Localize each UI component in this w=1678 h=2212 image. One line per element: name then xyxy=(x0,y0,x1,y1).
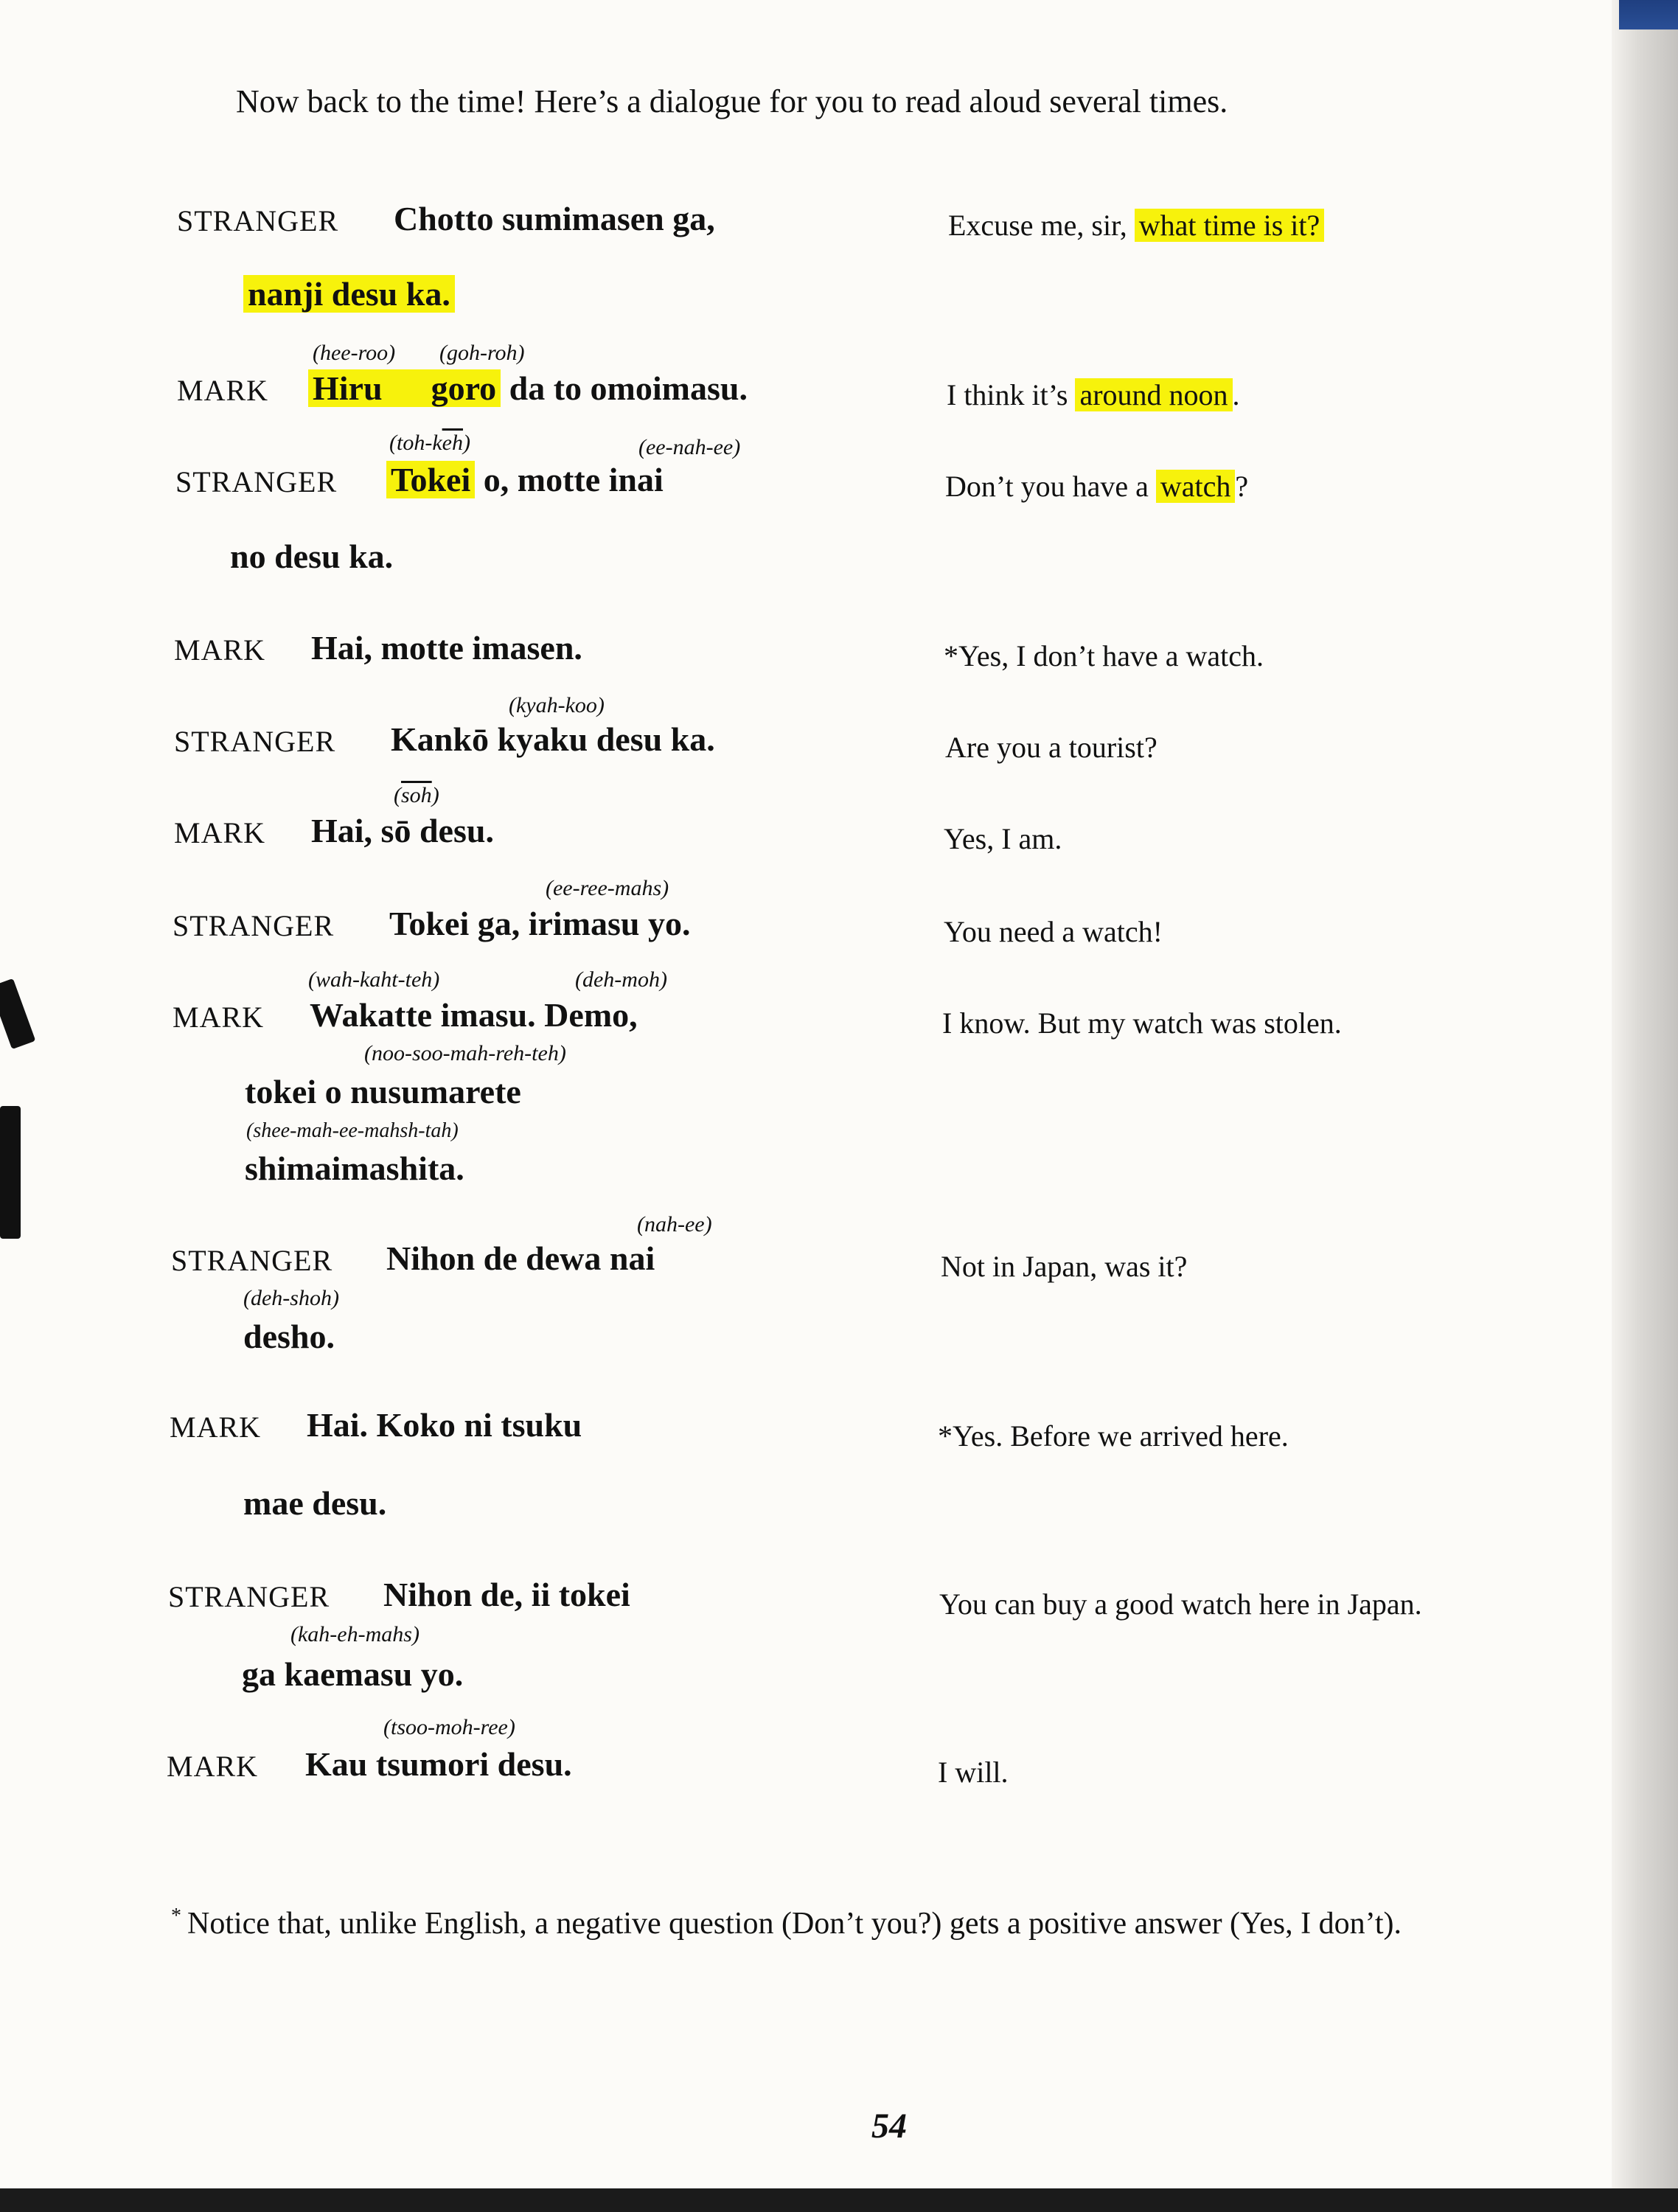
japanese-line: ga kaemasu yo. xyxy=(242,1655,464,1693)
highlighted-phrase: Hiru xyxy=(308,369,427,407)
pronunciation: (deh-moh) xyxy=(575,967,667,992)
speaker-label: MARK xyxy=(177,374,269,407)
japanese-line: Chotto sumimasen ga, xyxy=(394,200,715,237)
pronunciation: $(toh-k\overline{eh})$ xyxy=(389,431,470,455)
speaker-label: MARK xyxy=(170,1411,262,1444)
japanese-line: Hai. Koko ni tsuku xyxy=(307,1406,582,1444)
japanese-line xyxy=(243,274,455,313)
pronunciation: (ee-nah-ee) xyxy=(638,435,741,459)
highlighted-phrase: Tokei xyxy=(386,461,475,498)
japanese-line: shimaimashita. xyxy=(245,1150,464,1187)
pronunciation: (ee-ree-mahs) xyxy=(546,876,669,900)
speaker-label: STRANGER xyxy=(174,725,336,758)
footnote-marker: * xyxy=(171,1905,181,1927)
japanese-line: Kankō kyaku desu ka. xyxy=(391,720,715,758)
speaker-label: STRANGER xyxy=(171,1244,333,1277)
japanese-line: Hai, sō desu. xyxy=(311,812,494,849)
pronunciation: $(\overline{soh})$ xyxy=(394,783,439,807)
japanese-line: Hiru goro da to omoimasu. xyxy=(308,369,748,408)
speaker-label: MARK xyxy=(174,633,266,667)
pronunciation: (noo-soo-mah-reh-teh) xyxy=(364,1041,566,1065)
page-gutter-shadow xyxy=(1612,0,1678,2212)
highlighted-phrase: goro xyxy=(427,369,501,407)
english-translation: Are you a tourist? xyxy=(945,731,1157,764)
book-cover-corner xyxy=(1619,0,1678,29)
left-margin-ink-mark xyxy=(0,1106,21,1239)
speaker-label: MARK xyxy=(167,1750,259,1783)
english-translation: *Yes. Before we arrived here. xyxy=(938,1419,1289,1453)
speaker-label: STRANGER xyxy=(177,204,339,237)
english-translation: You need a watch! xyxy=(944,915,1163,948)
page-bottom-edge xyxy=(0,2188,1678,2212)
pronunciation: (deh-shoh) xyxy=(243,1286,339,1310)
japanese-line: tokei o nusumarete xyxy=(245,1073,521,1110)
pronunciation: (wah-kaht-teh) xyxy=(308,967,440,992)
english-translation: I know. But my watch was stolen. xyxy=(942,1006,1342,1040)
speaker-label: MARK xyxy=(173,1001,265,1034)
japanese-line: no desu ka. xyxy=(230,538,394,575)
highlighted-phrase: what time is it? xyxy=(1135,209,1325,242)
english-translation: You can buy a good watch here in Japan. xyxy=(939,1587,1422,1621)
english-translation: Don’t you have a watch ? xyxy=(945,470,1249,503)
english-translation: Yes, I am. xyxy=(944,822,1062,855)
speaker-label: MARK xyxy=(174,816,266,849)
footnote-text: Notice that, unlike English, a negative question (Don’t you?) gets a positive answer (Yes, I don’t). xyxy=(187,1907,1402,1941)
pronunciation: (shee-mah-ee-mahsh-tah) xyxy=(246,1119,459,1142)
japanese-line: Hai, motte imasen. xyxy=(311,629,582,667)
page-number: 54 xyxy=(871,2107,907,2146)
highlighted-phrase: nanji desu ka. xyxy=(243,275,455,313)
footnote xyxy=(171,1896,1587,1944)
speaker-label: STRANGER xyxy=(168,1580,330,1613)
pronunciation: (kyah-koo) xyxy=(509,693,605,717)
japanese-line: Kau tsumori desu. xyxy=(305,1745,572,1783)
pronunciation: (nah-ee) xyxy=(637,1212,712,1237)
japanese-line: Tokei o, motte inai xyxy=(386,460,664,499)
pronunciation: (hee-roo) xyxy=(313,341,396,365)
highlighted-phrase: watch xyxy=(1156,470,1236,503)
intro-text: Now back to the time! Here’s a dialogue for you to read aloud several times. xyxy=(236,83,1228,119)
japanese-line: Nihon de dewa nai xyxy=(386,1239,655,1277)
speaker-label: STRANGER xyxy=(173,909,335,942)
english-translation: I think it’s around noon . xyxy=(947,378,1240,411)
english-translation: I will. xyxy=(938,1756,1009,1789)
left-margin-ink-mark xyxy=(0,978,35,1049)
japanese-line: desho. xyxy=(243,1318,335,1355)
pronunciation: (goh-roh) xyxy=(439,341,525,365)
japanese-line: Nihon de, ii tokei xyxy=(383,1576,630,1613)
english-translation: *Yes, I don’t have a watch. xyxy=(944,639,1264,672)
english-translation: Excuse me, sir, what time is it? xyxy=(948,208,1324,243)
japanese-line: mae desu. xyxy=(243,1484,387,1522)
highlighted-phrase: around noon xyxy=(1075,378,1232,411)
japanese-line: Wakatte imasu. Demo, xyxy=(310,996,638,1034)
speaker-label: STRANGER xyxy=(175,465,338,498)
japanese-line: Tokei ga, irimasu yo. xyxy=(389,905,691,942)
pronunciation: (tsoo-moh-ree) xyxy=(383,1715,515,1739)
english-translation: Not in Japan, was it? xyxy=(941,1250,1188,1283)
pronunciation: (kah-eh-mahs) xyxy=(290,1622,420,1646)
